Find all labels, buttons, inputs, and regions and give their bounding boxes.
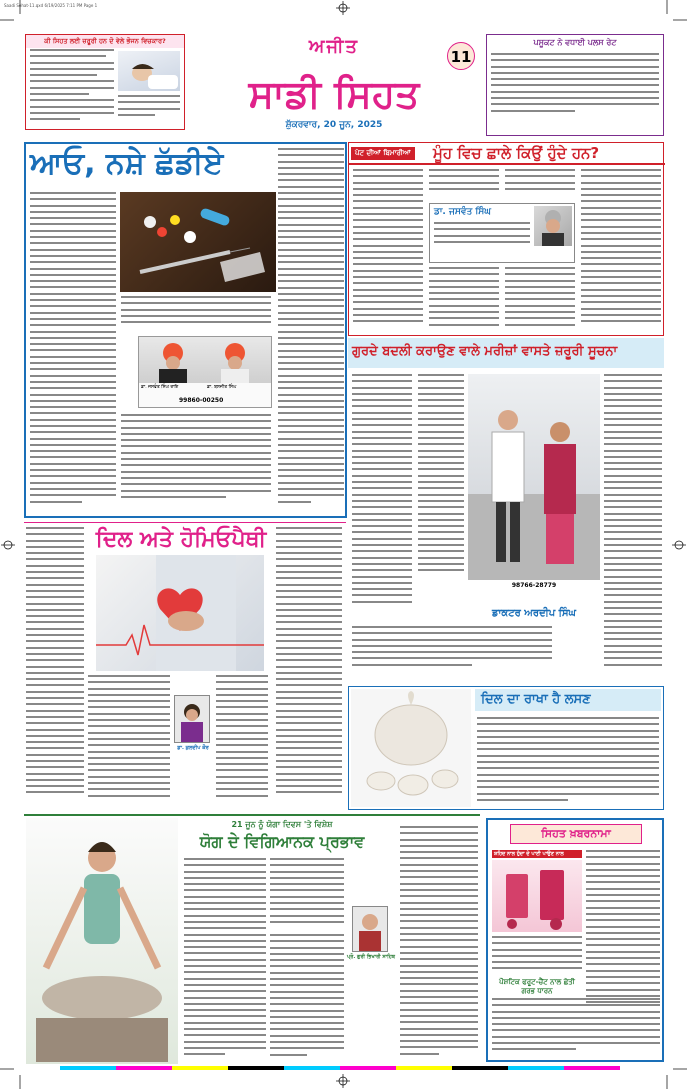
yoga-author: ਪ੍ਰੋ. ਗੁਰੀ ਭਿਖਾਰੀ ਸਾਹਿਬ — [347, 954, 395, 960]
print-slug: Saadi Sehat-11.qxd 6/19/2025 7:11 PM Page 1 — [4, 3, 98, 8]
news-item2-title: ਪੌਸ਼ਟਿਕ ਫਰੂਟ-ਚੈਂਟ ਨਾਲ ਛੇਤੀ ਗਰਭ ਧਾਰਨ — [499, 978, 575, 995]
garlic-photo — [351, 689, 471, 807]
garlic-title: ਦਿਲ ਦਾ ਰਾਖਾ ਹੈ ਲਸਣ — [475, 689, 661, 711]
news-item1-title: ਸ਼ਹਿਦ ਨਾਲ ਹੁੰਦਾ ਦੇ ਪਾਣੀ ਪਾਉਣ ਨਾਲ — [492, 850, 582, 858]
health-news — [486, 818, 664, 1062]
homeopathy-title: ਦਿਲ ਅਤੇ ਹੋਮਿਓਪੈਥੀ — [95, 527, 267, 552]
print-color-bar — [60, 1066, 620, 1070]
transplant-author: ਡਾਕਟਰ ਅਰਦੀਪ ਸਿੰਘ — [492, 608, 576, 619]
ulcers-tag: ਪੇਟ ਦੀਆਂ ਬਿਮਾਰੀਆਂ — [351, 147, 415, 160]
drugs-photo — [120, 192, 276, 292]
yoga-author-photo — [352, 906, 388, 952]
ulcers-title: ਮੂੰਹ ਵਿਚ ਛਾਲੇ ਕਿਉਂ ਹੁੰਦੇ ਹਨ? — [433, 144, 600, 162]
transplant-article — [348, 338, 664, 684]
transplant-phone: 98766-28779 — [511, 582, 557, 589]
ulcers-author: ਡਾ. ਜਸਵੰਤ ਸਿੰਘ — [434, 207, 491, 217]
news-title: ਸਿਹਤ ਖ਼ਬਰਨਾਮਾ — [510, 824, 642, 844]
ulcers-article — [348, 142, 664, 336]
drugs-author2: ਡਾ. ਬਲਜੀਤ ਸਿੰਘ — [207, 385, 237, 390]
paper-name: ਅਜੀਤ — [308, 36, 360, 57]
sleeping-woman-photo — [118, 51, 180, 91]
homeopathy-author-photo — [174, 695, 210, 743]
drugs-article — [24, 142, 347, 518]
yoga-article — [24, 814, 480, 1064]
section-title: ਸਾਡੀ ਸਿਹਤ — [248, 72, 420, 116]
transplant-title: ਗੁਰਦੇ ਬਦਲੀ ਕਰਾਉਣ ਵਾਲੇ ਮਰੀਜ਼ਾਂ ਵਾਸਤੇ ਜ਼ਰੂਰੀ ਸੂਚਨਾ — [348, 338, 664, 368]
top-left-title: ਕੀ ਸਿਹਤ ਲਈ ਜ਼ਰੂਰੀ ਹਨ ਦੋ ਵੇਲੇ ਭੋਜਨ ਵਿਚਕਾਰ? — [26, 35, 184, 48]
homeopathy-article — [24, 522, 346, 812]
garlic-article — [348, 686, 664, 810]
drink-photo — [492, 860, 582, 932]
top-right-teaser — [486, 34, 664, 136]
drugs-phone: 99860-00250 — [179, 397, 224, 404]
yoga-title: ਯੋਗ ਦੇ ਵਿਗਿਆਨਕ ਪ੍ਰਭਾਵ — [199, 832, 365, 851]
heart-photo — [96, 555, 264, 671]
yoga-photo — [26, 818, 178, 1064]
drugs-authors — [138, 336, 272, 408]
transplant-photo — [468, 374, 600, 580]
issue-date: ਸ਼ੁੱਕਰਵਾਰ, 20 ਜੂਨ, 2025 — [285, 120, 383, 130]
homeopathy-author: ਡਾ. ਕੁਲਦੀਪ ਕੌਰ — [177, 745, 209, 751]
page-number: 11 — [447, 42, 475, 70]
masthead — [189, 36, 479, 132]
top-left-teaser — [25, 34, 185, 130]
ulcers-author-photo — [534, 206, 572, 246]
drugs-title: ਆਓ, ਨਸ਼ੇ ਛੱਡੀਏ — [30, 146, 224, 181]
yoga-kicker: 21 ਜੂਨ ਨੂੰ ਯੋਗਾ ਦਿਵਸ 'ਤੇ ਵਿਸ਼ੇਸ਼ — [231, 820, 333, 829]
ulcers-author-box — [429, 203, 575, 263]
top-right-title: ਪਸੂਕਟ ਨੇ ਵਧਾਈ ਪਲਸ ਰੇਟ — [533, 38, 617, 47]
drugs-author1: ਡਾ. ਜਸਵੰਤ ਸਿੰਘ ਰਾਇ — [141, 385, 179, 390]
